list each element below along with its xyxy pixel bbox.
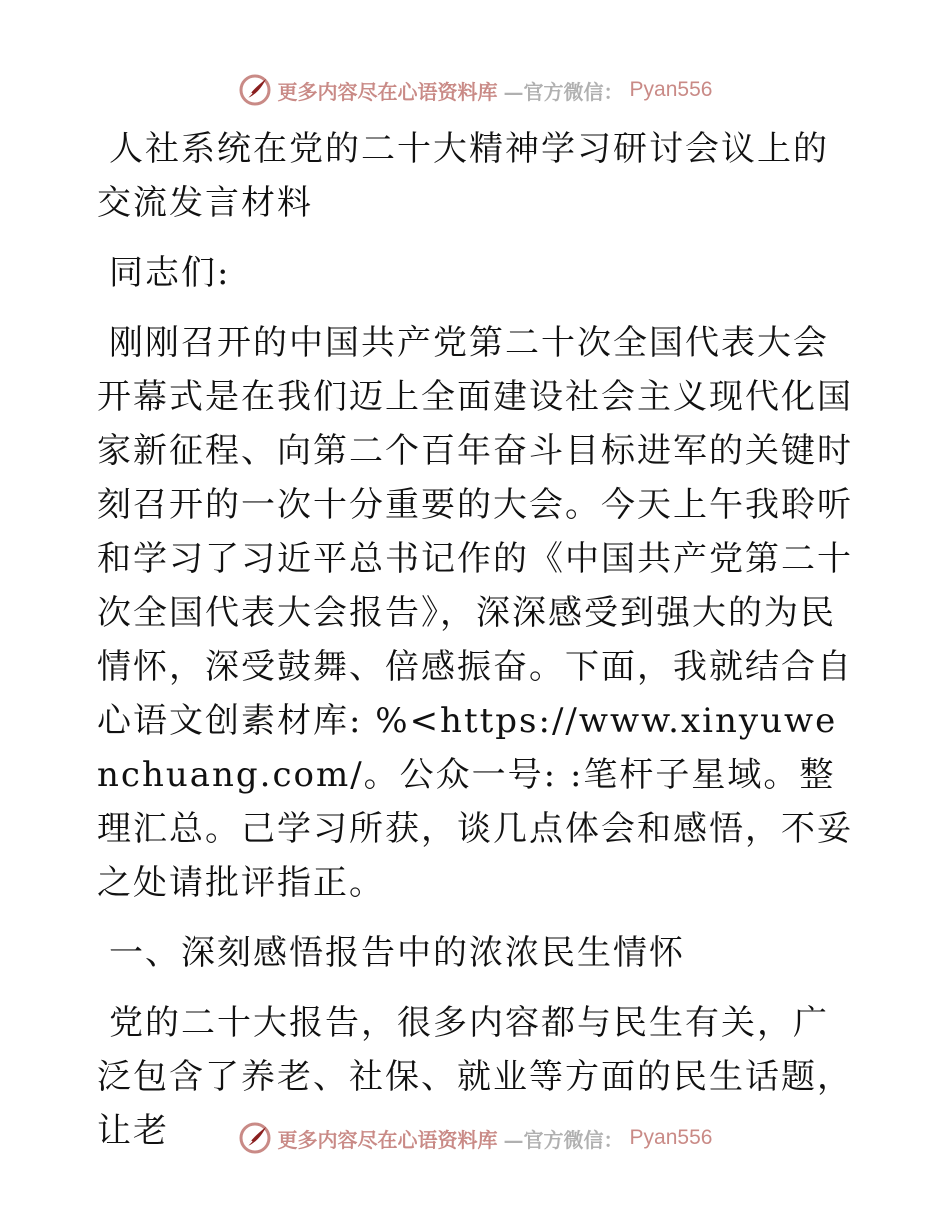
- watermark-wechat-label: —官方微信：: [503, 79, 624, 104]
- watermark-brand-text: 更多内容尽在心语资料库: [277, 1127, 498, 1152]
- feather-quill-icon: [238, 1121, 272, 1155]
- salutation: 同志们:: [109, 253, 231, 293]
- feather-quill-icon: [238, 73, 272, 107]
- watermark-wechat-id: Pyan556: [629, 1126, 713, 1149]
- watermark-header: [0, 70, 950, 110]
- watermark-footer: [0, 1118, 950, 1158]
- paragraph-section-1: 党的二十大报告，很多内容都与民生有关，广泛包含了养老、社保、就业等方面的民生话题，让老: [97, 1003, 853, 1151]
- document-body: [97, 122, 853, 1174]
- section-heading-1: 一、深刻感悟报告中的浓浓民生情怀: [109, 933, 685, 973]
- watermark-brand-text: 更多内容尽在心语资料库: [277, 79, 498, 104]
- watermark-wechat-label: —官方微信：: [503, 1127, 624, 1152]
- watermark-wechat-id: Pyan556: [629, 78, 713, 101]
- document-title: 人社系统在党的二十大精神学习研讨会议上的交流发言材料: [97, 129, 829, 223]
- paragraph-intro: 刚刚召开的中国共产党第二十次全国代表大会开幕式是在我们迈上全面建设社会主义现代化国家新征程、向第二个百年奋斗目标进军的关键时刻召开的一次十分重要的大会。今天上午我聆听和学习了习近平总书记作的《中国共产党第二十次全国代表大会报告》，深深感受到强大的为民情怀，深受鼓舞、倍感振奋。下面，我就结合自心语文创素材库: %<https://www.xinyuwenchuang.com/。公众一号: :笔杆子星域。整理汇总。己学习所获，谈几点体会和感悟，不妥之处请批评指正。: [97, 323, 853, 903]
